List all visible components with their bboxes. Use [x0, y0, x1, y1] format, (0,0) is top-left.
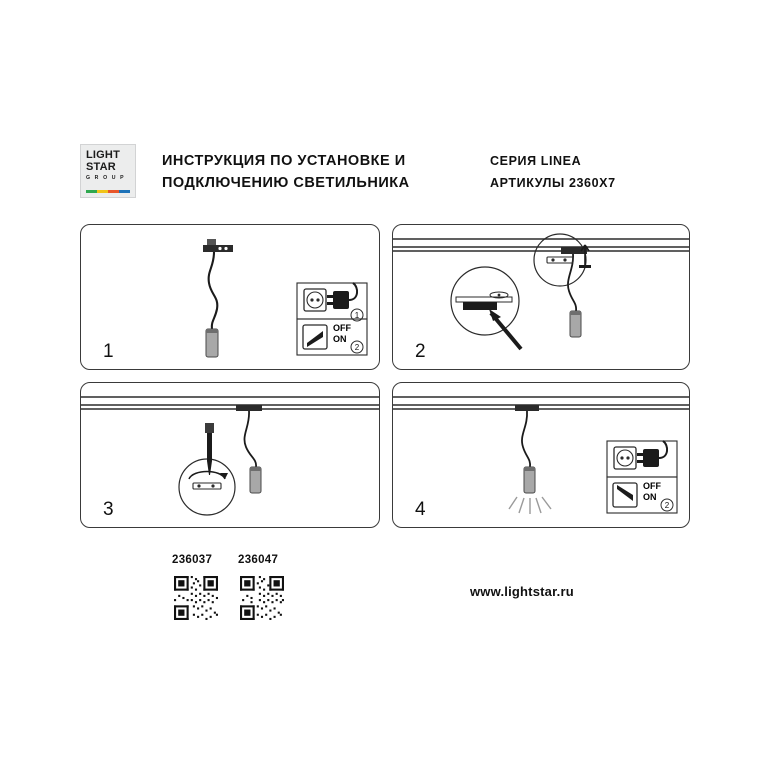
svg-text:2: 2 — [354, 343, 360, 352]
svg-text:1: 1 — [354, 311, 360, 320]
qr-code-1 — [174, 576, 218, 620]
brand-logo — [80, 144, 136, 198]
step-3-diagram — [81, 383, 380, 528]
step-panel-2 — [392, 224, 690, 370]
page-title-line-2: ПОДКЛЮЧЕНИЮ СВЕТИЛЬНИКА — [162, 175, 410, 191]
switch-on-label: ON — [333, 334, 347, 344]
svg-text:2: 2 — [664, 501, 670, 510]
step-4-diagram — [393, 383, 690, 528]
series-label: СЕРИЯ LINEA — [490, 154, 582, 168]
step-number-4: 4 — [415, 499, 426, 520]
switch-on-label-4: ON — [643, 492, 657, 502]
logo-subtitle: G R O U P — [86, 175, 126, 181]
step-number-3: 3 — [103, 499, 114, 520]
product-code-1: 236037 — [172, 554, 213, 566]
logo-line-2: STAR — [86, 160, 116, 173]
step-panel-1 — [80, 224, 380, 370]
article-label: АРТИКУЛЫ 2360X7 — [490, 176, 616, 190]
product-code-2: 236047 — [238, 554, 279, 566]
qr-code-2 — [240, 576, 284, 620]
page-title-line-1: ИНСТРУКЦИЯ ПО УСТАНОВКЕ И — [162, 153, 406, 169]
switch-labels-4 — [643, 481, 661, 503]
step-panel-3 — [80, 382, 380, 528]
switch-off-label-4: OFF — [643, 481, 661, 491]
step-panel-4 — [392, 382, 690, 528]
product-subtitle — [490, 150, 720, 194]
step-2-diagram — [393, 225, 690, 370]
step-number-1: 1 — [103, 341, 114, 362]
document-header — [80, 140, 690, 202]
logo-color-bars — [86, 190, 130, 193]
switch-labels-1 — [333, 323, 351, 345]
switch-off-label: OFF — [333, 323, 351, 333]
logo-line-1: LIGHT — [86, 149, 120, 161]
step-number-2: 2 — [415, 341, 426, 362]
page-title — [162, 150, 462, 194]
website-url: www.lightstar.ru — [470, 584, 574, 599]
step-1-diagram — [81, 225, 380, 370]
